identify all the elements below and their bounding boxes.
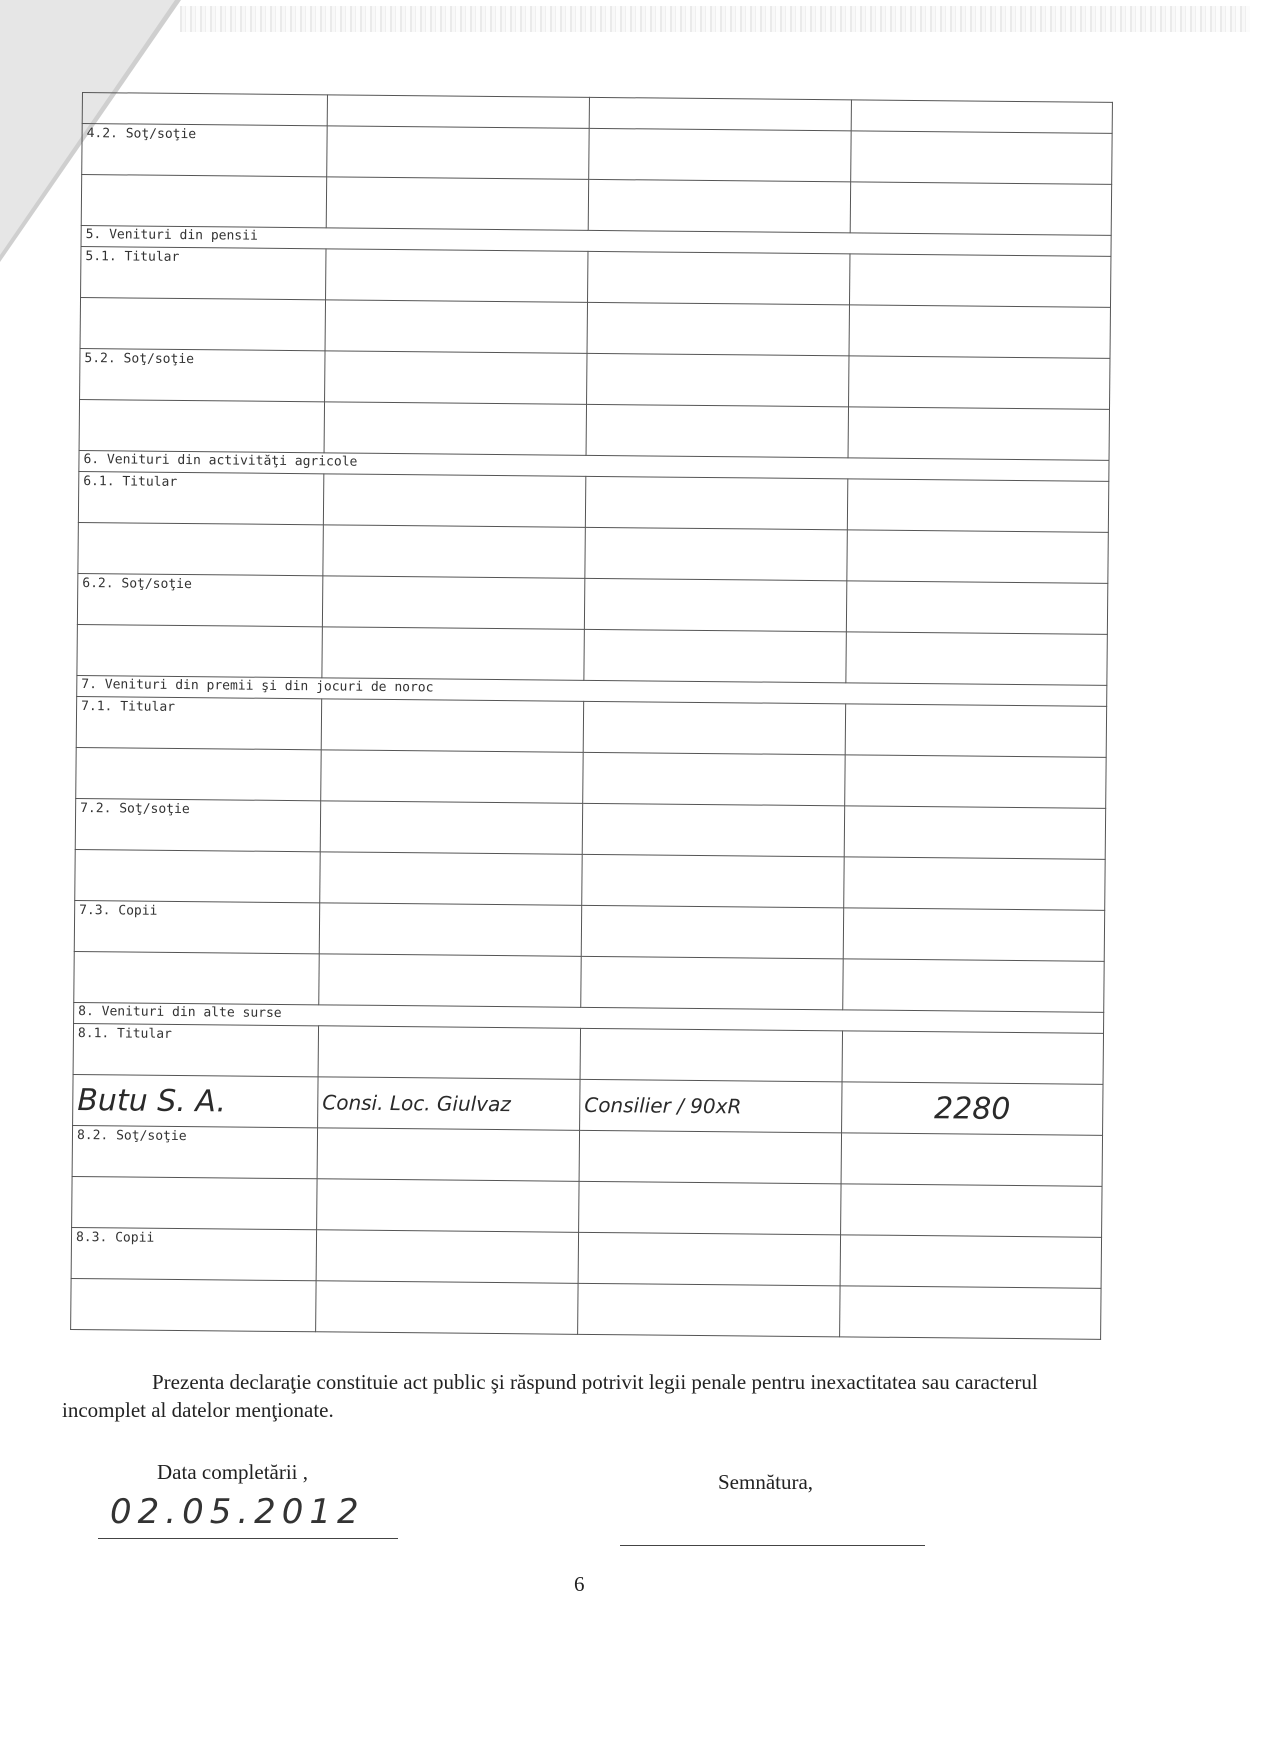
handwritten-amount: 2280 bbox=[842, 1082, 1103, 1136]
section-title: 8. Venituri din alte surse bbox=[74, 1002, 1104, 1033]
date-underline bbox=[98, 1538, 398, 1539]
handwritten-name: Butu S. A. bbox=[73, 1074, 318, 1127]
declaration-text: Prezenta declaraţie constituie act public şi răspund potrivit legii penale pentru inexactitatea sau caracterul incomplet al datelor menţionate. bbox=[62, 1370, 1038, 1422]
row-label: 5.1. Titular bbox=[81, 246, 326, 299]
row-label: 7.3. Copii bbox=[74, 900, 319, 953]
handwritten-source: Consi. Loc. Giulvaz bbox=[318, 1077, 580, 1131]
signature-line bbox=[620, 1545, 925, 1546]
row-label: 6.2. Soţ/soţie bbox=[77, 573, 322, 626]
handwritten-date: 02.05.2012 bbox=[110, 1492, 365, 1532]
row-label: 7.2. Soţ/soţie bbox=[75, 798, 320, 851]
section-title: 5. Venituri din pensii bbox=[81, 225, 1111, 256]
income-table bbox=[70, 92, 1113, 1340]
row-label: 7.1. Titular bbox=[76, 696, 321, 749]
row-label: 6.1. Titular bbox=[78, 471, 323, 524]
row-label: 8.3. Copii bbox=[71, 1227, 316, 1280]
row-label: 5.2. Soţ/soţie bbox=[80, 348, 325, 401]
row-label: 4.2. Soţ/soţie bbox=[82, 124, 327, 177]
date-label: Data completării , bbox=[157, 1460, 309, 1484]
section-title: 6. Venituri din activităţi agricole bbox=[79, 450, 1109, 481]
page-number: 6 bbox=[574, 1572, 585, 1596]
table-row bbox=[71, 1278, 1101, 1339]
section-title: 7. Venituri din premii şi din jocuri de noroc bbox=[77, 675, 1107, 706]
row-label: 8.2. Soţ/soţie bbox=[72, 1125, 317, 1178]
scan-artifact-strip bbox=[180, 6, 1250, 32]
row-label: 8.1. Titular bbox=[73, 1023, 318, 1076]
handwritten-service: Consilier / 90xR bbox=[580, 1079, 842, 1133]
signature-label: Semnătura, bbox=[718, 1470, 814, 1494]
